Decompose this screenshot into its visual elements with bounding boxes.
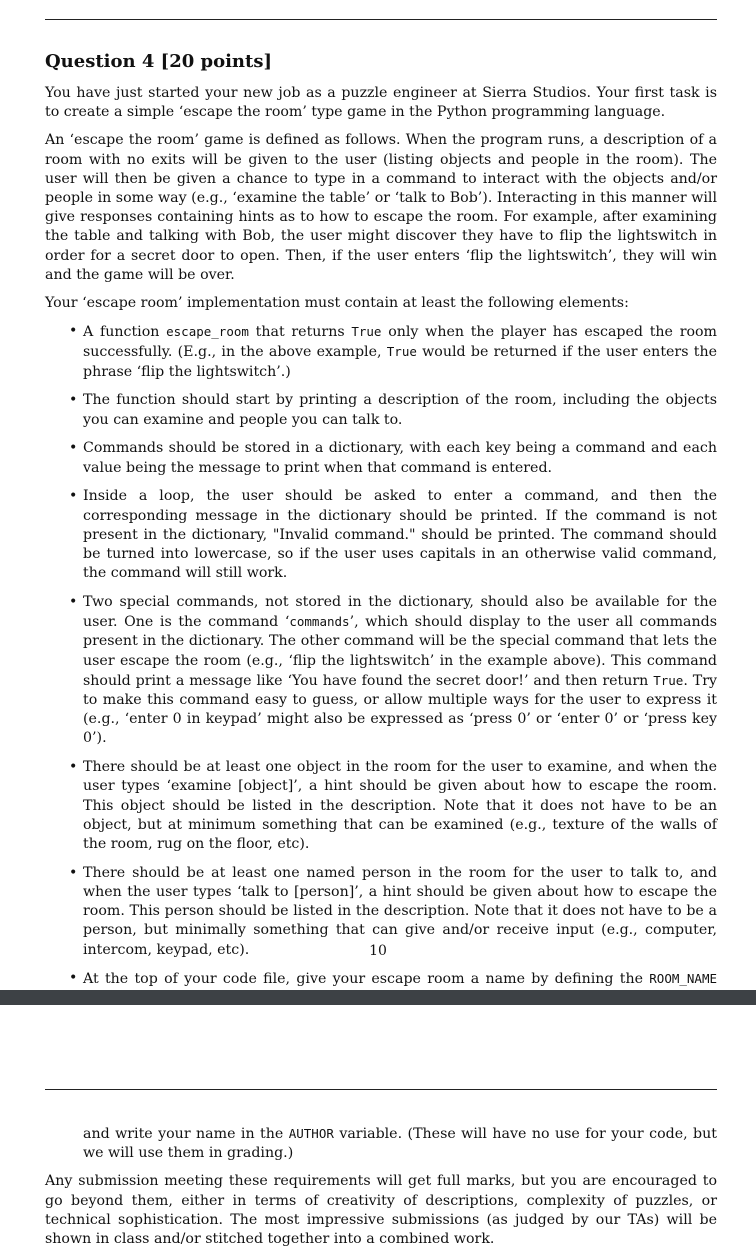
- bullet-glyph: •: [69, 759, 78, 776]
- code-author: AUTHOR: [288, 1126, 334, 1141]
- list-item: • The function should start by printing a description of the room, including the objects you can examine and people you can talk to.: [69, 392, 717, 428]
- code-true: True: [386, 344, 417, 360]
- list-item: • Inside a loop, the user should be asked to enter a command, and then the corresponding message in the dictionary should be printed. If the command is not present in the dictionary, "Invalid command." should be printed. The command should be turned into lowercase, so if the user uses capitals in an otherwise valid command, the command will still work.: [69, 488, 717, 582]
- list-item: • At the top of your code file, give your escape room a name by defining the ROOM_NAME: [69, 970, 717, 988]
- list-item: • A function escape_room that returns True only when the player has escaped the room successfully. (E.g., in the above example, True would be returned if the user enters the phrase ‘flip the lightswitch’.): [69, 323, 718, 380]
- page-number: 10: [369, 943, 387, 959]
- bullet-glyph: •: [69, 864, 78, 881]
- header-rule: [45, 19, 717, 20]
- code-true: True: [653, 672, 684, 688]
- list-item: • There should be at least one object in the room for the user to examine, and when the user types ‘examine [object]’, a hint should be given about how to escape the room. This object should be listed in the description. Note that it does not have to be an object, but at minimum something that can be examined (e.g., texture of the walls of the room, rug on the floor, etc).: [69, 759, 717, 853]
- bullet-glyph: •: [69, 970, 78, 987]
- requirements-list: [45, 322, 717, 1009]
- intro-paragraph: You have just started your new job as a puzzle engineer at Sierra Studios. Your first task is to create a simple ‘escape the room’ type game in the Python programming language.: [45, 85, 717, 121]
- closing-paragraph: Any submission meeting these requirements will get full marks, but you are encouraged to go beyond them, either in terms of creativity of descriptions, complexity of puzzles, or technical sophistication. The most impressive submissions (as judged by our TAs) will be shown in class and/or stitched together into a combined work.: [45, 1173, 717, 1248]
- list-item: • Commands should be stored in a dictionary, with each key being a command and each value being the message to print when that command is entered.: [69, 440, 717, 476]
- list-item: • There should be at least one named person in the room for the user to talk to, and when the user types ‘talk to [person]’, a hint should be given about how to escape the room. This person should be listed in the description. Note that it does not have to be a person, but minimally something that can give and/or receive input (e.g., computer, intercom, keypad, etc).: [69, 864, 717, 958]
- bullet-glyph: •: [69, 440, 78, 457]
- bullet-glyph: •: [69, 323, 78, 340]
- page-separator: [0, 990, 756, 1005]
- continued-bullet-text: and write your name in the AUTHOR variable. (These will have no use for your code, but we will use them in grading.): [83, 1126, 717, 1162]
- requirements-intro: Your ‘escape room’ implementation must contain at least the following elements:: [45, 295, 629, 312]
- question-body: [45, 84, 717, 1018]
- question-points: [20 points]: [160, 51, 272, 72]
- document-page-2: [0, 1005, 756, 1248]
- question-title: [45, 51, 272, 72]
- code-escape-room: escape_room: [166, 324, 249, 340]
- code-commands: commands: [289, 614, 350, 630]
- bullet-glyph: •: [69, 594, 78, 611]
- list-item: • Two special commands, not stored in the dictionary, should also be available for the user. One is the command ‘commands’, which should display to the user all commands present in the dictionary. The other command will be the special command that lets the user escape the room (e.g., ‘flip the lightswitch’ in the example above). This command should print a message like ‘You have found the secret door!’ and then return True. Try to make this command easy to guess, or allow multiple ways for the user to express it (e.g., ‘enter 0 in keypad’ might also be expressed as ‘press 0’ or ‘enter 0’ or ‘press key 0’).: [69, 594, 718, 747]
- bullet-glyph: •: [69, 392, 78, 409]
- definition-paragraph: An ‘escape the room’ game is defined as follows. When the program runs, a description of a room with no exits will be given to the user (listing objects and people in the room). The user will then be given a chance to type in a command to interact with the objects and/or people in some way (e.g., ‘examine the table’ or ‘talk to Bob’). Interacting in this manner will give responses containing hints as to how to escape the room. For example, after examining the table and talking with Bob, the user might discover they have to flip the lightswitch in order for a secret door to open. Then, if the user enters ‘flip the lightswitch’, they will win and the game will be over.: [45, 132, 717, 283]
- question-number: Question 4: [45, 51, 155, 72]
- bullet-glyph: •: [69, 488, 78, 505]
- code-true: True: [351, 324, 382, 340]
- code-room-name: ROOM_NAME: [649, 971, 717, 987]
- header-rule: [45, 1089, 717, 1090]
- page2-body: [45, 1124, 717, 1258]
